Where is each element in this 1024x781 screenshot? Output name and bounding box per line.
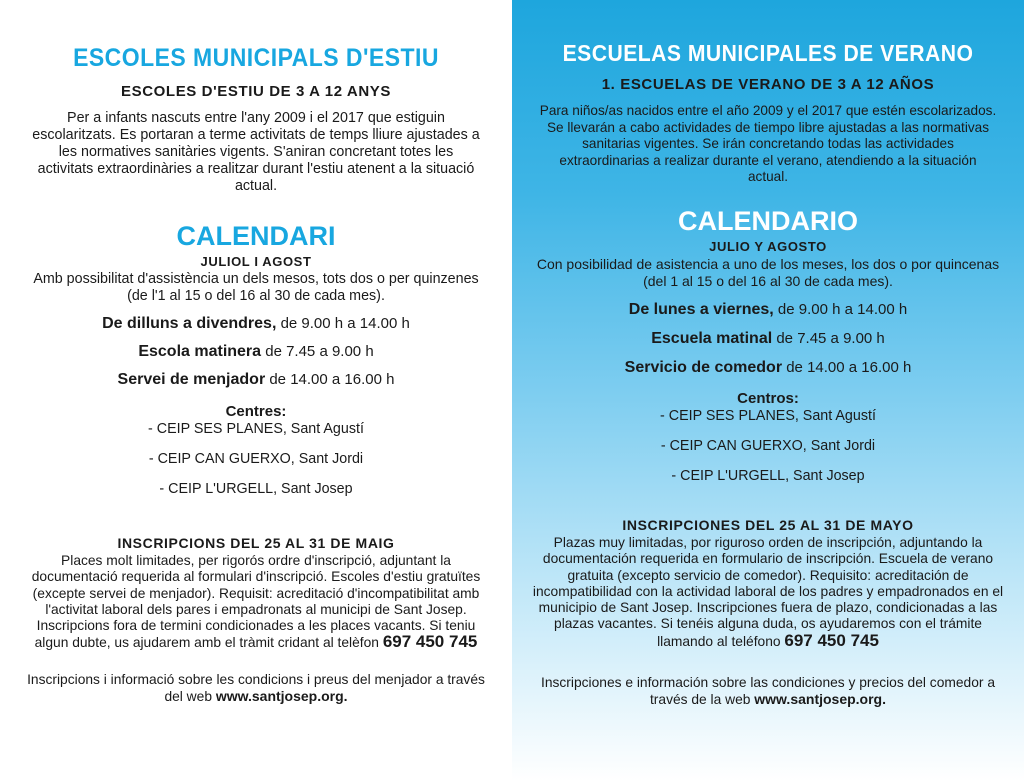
schedule-value: de 9.00 h a 14.00 h [773, 300, 908, 318]
centre-item: - CEIP CAN GUERXO, Sant Jordi [148, 451, 364, 467]
inscriptions-body: Places molt limitades, per rigorós ordre d'inscripció, adjuntant la documentació requerida al formulari d'inscripció. Escoles d'estiu gratuïtes (excepte servei de menjador). Requisit: acreditació d'incompatibilitat amb l'activitat laboral dels pares i empadronats al municipi de Sant Josep. Inscripcions fora de termini condicionades a les places vacants. Si teniu algun dubte, us ajudarem amb el tràmit cridant al telèfon [31, 553, 481, 651]
schedule-label: De lunes a viernes, [628, 300, 774, 318]
inscriptions-text [528, 535, 1008, 650]
schedule-label: Escuela matinal [651, 329, 773, 347]
schedule-label: Servei de menjador [117, 371, 266, 388]
phone-number: 697 450 745 [784, 630, 879, 650]
months-label: JULIO Y AGOSTO [709, 238, 827, 254]
schedule-label: Servicio de comedor [624, 358, 783, 376]
schedule-value: de 7.45 a 9.00 h [261, 343, 374, 360]
page-title: ESCOLES MUNICIPALS D'ESTIU [73, 44, 439, 72]
web-note-body: Inscripcions i informació sobre les condicions i preus del menjador a través del web [27, 671, 485, 704]
schedule-value: de 14.00 a 16.00 h [265, 371, 395, 388]
centre-item: - CEIP L'URGELL, Sant Josep [671, 467, 865, 484]
section-subtitle: ESCOLES D'ESTIU DE 3 A 12 ANYS [121, 83, 391, 100]
centre-item: - CEIP SES PLANES, Sant Agustí [660, 407, 876, 424]
attendance-note: Amb possibilitat d'assistència un dels mesos, tots dos o per quinzenes (de l'1 al 15 o del 16 al 30 de cada mes). [33, 271, 479, 304]
schedule-value: de 14.00 a 16.00 h [782, 358, 912, 376]
schedule-value: de 7.45 a 9.00 h [772, 329, 885, 347]
schedule-label: De dilluns a divendres, [102, 315, 277, 332]
centres-label: Centros: [737, 389, 799, 407]
web-note [26, 671, 486, 705]
centre-item: - CEIP CAN GUERXO, Sant Jordi [660, 437, 876, 454]
inscriptions-body: Plazas muy limitadas, por riguroso orden de inscripción, adjuntando la documentación requerida en formulario de inscripción. Escuela de verano gratuita (excepto servicio de comedor). Requisito: acreditación de incompatibilidad con la actividad laboral de los padres y empadronados en el municipio de Sant Josep. Inscripciones fuera de plazo, condicionadas a las plazas vacantes. Si tenéis alguna duda, os ayudaremos con el trámite llamando al teléfono [532, 534, 1004, 649]
schedule-weekdays [0, 315, 512, 333]
centre-item: - CEIP SES PLANES, Sant Agustí [148, 421, 364, 437]
web-note-body: Inscripciones e información sobre las condiciones y precios del comedor a través de la web [541, 675, 995, 708]
spanish-panel [512, 0, 1024, 781]
inscriptions-text [21, 553, 491, 652]
website-link[interactable]: www.santjosep.org. [754, 691, 887, 708]
schedule-value: de 9.00 h a 14.00 h [276, 315, 410, 332]
schedule-weekdays [512, 301, 1024, 319]
schedule-morning [512, 330, 1024, 348]
phone-number: 697 450 745 [382, 632, 478, 652]
web-note [538, 674, 998, 708]
section-subtitle: 1. ESCUELAS DE VERANO DE 3 A 12 AÑOS [601, 76, 935, 93]
calendar-title: CALENDARIO [678, 205, 858, 236]
intro-paragraph: Para niños/as nacidos entre el año 2009 y el 2017 que estén escolarizados. Se llevarán a cabo actividades de tiempo libre ajustadas a las normativas sanitarias vigentes. Se irán concretando todas las actividades extraordinarias a realizar durante el verano, atendiendo a la situación actual. [539, 103, 997, 185]
page-title: ESCUELAS MUNICIPALES DE VERANO [562, 40, 974, 66]
intro-paragraph: Per a infants nascuts entre l'any 2009 i el 2017 que estiguin escolaritzats. Es portaran a terme activitats de temps lliure ajustades a les normatives sanitàries vigents. S'aniran concretant totes les activitats extraordinàries a realitzar durant l'estiu atenent a la situació actual. [32, 110, 480, 194]
inscriptions-title: INSCRIPCIONES DEL 25 AL 31 DE MAYO [622, 516, 914, 533]
attendance-note: Con posibilidad de asistencia a uno de los meses, los dos o por quincenas (del 1 al 15 o del 16 al 30 de cada mes). [536, 255, 1000, 289]
website-link[interactable]: www.santjosep.org. [215, 687, 348, 704]
centre-item: - CEIP L'URGELL, Sant Josep [159, 481, 353, 497]
schedule-lunch [512, 359, 1024, 377]
schedule-label: Escola matinera [138, 343, 262, 360]
schedule-lunch [0, 371, 512, 389]
calendar-title: CALENDARI [176, 221, 336, 251]
centres-label: Centres: [225, 403, 287, 420]
months-label: JULIOL I AGOST [200, 254, 312, 269]
inscriptions-title: INSCRIPCIONS DEL 25 AL 31 DE MAIG [117, 535, 395, 551]
schedule-morning [0, 343, 512, 361]
